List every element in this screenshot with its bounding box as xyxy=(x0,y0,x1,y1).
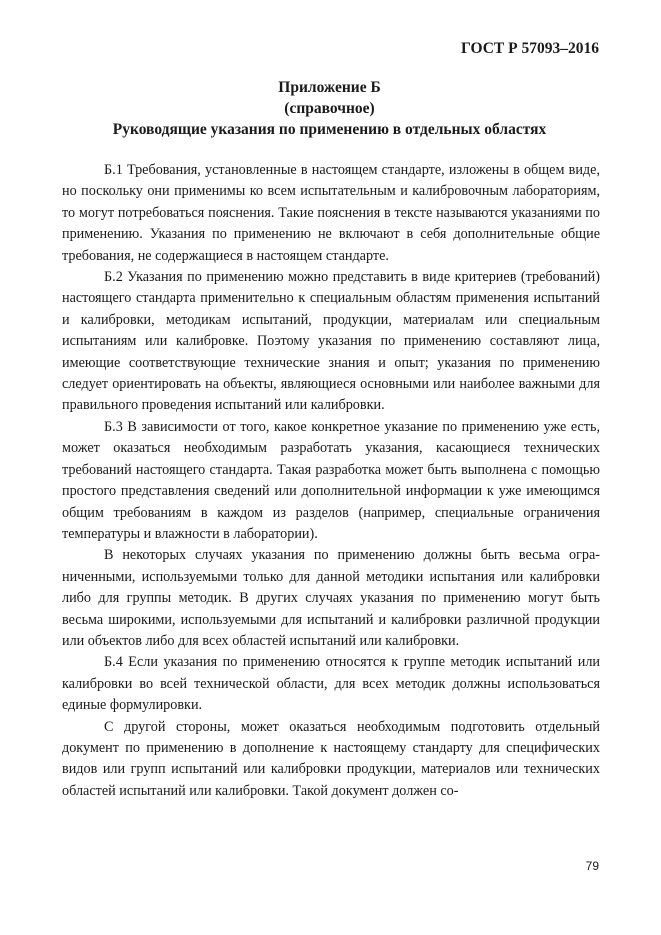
paragraph-b4-cont: С другой стороны, может оказаться необходимым подготовить отдельный документ по применению в дополнение к настоящему стандарту для специфических видов или групп испытаний или калибровки продукции, материалов или технических областей испытаний или калибровки. Такой документ должен со- xyxy=(62,718,600,799)
paragraph-b3-cont: В некоторых случаях указания по применению должны быть весьма ограниченными, используемыми только для данной методики испытания или калибровки либо для группы методик. В других случаях указания по применению могут быть весьма широкими, используемыми для испытаний и калибровки различной продукции или объектов либо для всех областей испытаний или калибровки. xyxy=(62,547,600,649)
body-text xyxy=(62,160,600,802)
paragraph-b3: Б.3 В зависимости от того, какое конкретное указание по применению уже есть, может оказаться необходимым разработать указания, касающиеся технических требований настоящего стандарта. Такая разработка может быть выполнена с помощью простого представления сведений или дополнительной информации к уже имеющимся общим требованиям в каждом из разделов (например, специальные ограничения температуры и влажности в лаборатории). xyxy=(62,418,600,542)
page-number: 79 xyxy=(585,859,599,873)
annex-heading xyxy=(60,77,599,140)
paragraph-b2: Б.2 Указания по применению можно представить в виде критериев (требований) настоящего стандарта применительно к специальным областям применения испытаний и калибровки, методикам испытаний, продукции, материалам или специальным испытаниям или калибровке. Поэтому указания по применению составляют лица, имеющие соответствующие технические знания и опыт; указания по применению следует ориентировать на объекты, являющиеся основными или наиболее важными для правильного проведения испытаний или калибровки. xyxy=(62,269,600,414)
document-code: ГОСТ Р 57093–2016 xyxy=(461,40,599,57)
annex-kind: (справочное) xyxy=(284,100,375,117)
annex-label: Приложение Б xyxy=(278,79,381,96)
annex-title: Руководящие указания по применению в отдельных областях xyxy=(112,121,547,138)
paragraph-b1: Б.1 Требования, установленные в настоящем стандарте, изложены в общем виде, но поскольку они применимы ко всем испытательным и калибровочным лабораториям, то могут потребоваться пояснения. Такие пояснения в тексте называются указаниями по применению. Указания по применению не включают в себя дополнительные общие требования, не содержащиеся в настоящем стандарте. xyxy=(62,162,600,264)
paragraph-b4: Б.4 Если указания по применению относятся к группе методик испытаний или калибровки во всей технической области, для всех методик должны использоваться единые формулировки. xyxy=(62,654,600,714)
